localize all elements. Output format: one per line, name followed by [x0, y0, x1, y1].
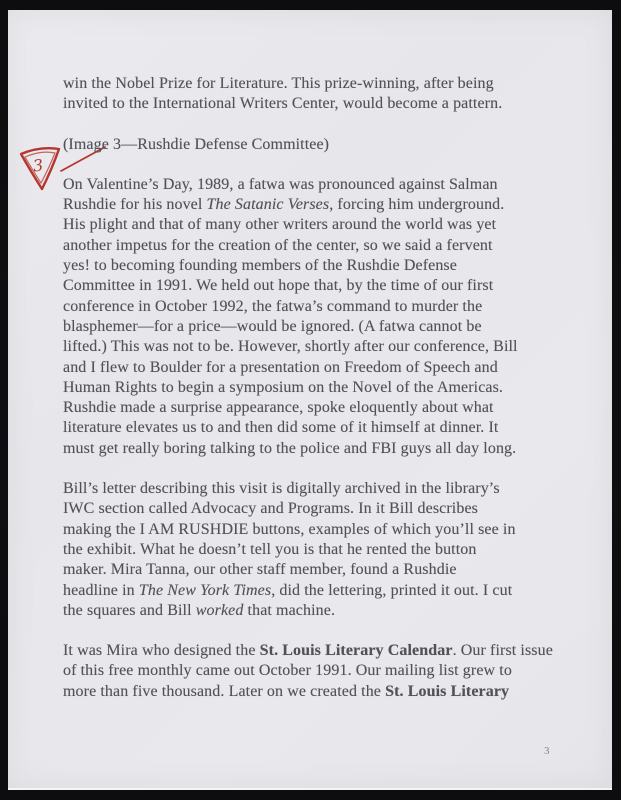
text-line: literature elevates us to and then did some of it himself at dinner. It [63, 419, 499, 437]
text-line: conference in October 1992, the fatwa’s command to murder the [63, 297, 483, 315]
text-line: the squares and Bill worked that machine. [63, 601, 336, 619]
text-line: (Image 3—Rushdie Defense Committee) [63, 135, 330, 153]
text-line: On Valentine’s Day, 1989, a fatwa was pronounced against Salman [63, 175, 498, 193]
text-line: win the Nobel Prize for Literature. This prize-winning, after being [63, 75, 494, 92]
text-line: It was Mira who designed the St. Louis Literary Calendar. Our first issue [63, 642, 553, 660]
text-line: more than five thousand. Later on we created the St. Louis Literary [63, 682, 510, 700]
text-line: the exhibit. What he doesn’t tell you is that he rented the button [63, 540, 477, 558]
document-text [63, 74, 568, 722]
text-line: His plight and that of many other writers around the world was yet [63, 216, 497, 234]
text-line: blasphemer—for a price—would be ignored. (A fatwa cannot be [63, 317, 482, 335]
text-line: invited to the International Writers Center, would become a pattern. [63, 95, 503, 113]
scanned-page [8, 10, 612, 790]
image-caption [63, 135, 568, 155]
paragraph-fatwa [63, 175, 568, 459]
text-line: yes! to becoming founding members of the Rushdie Defense [63, 257, 457, 275]
text-line: and I flew to Boulder for a presentation on Freedom of Speech and [63, 358, 498, 376]
page-number: 3 [544, 745, 550, 757]
text-line: lifted.) This was not to be. However, shortly after our conference, Bill [63, 338, 518, 356]
text-line: Human Rights to begin a symposium on the Novel of the Americas. [63, 378, 504, 396]
text-line: Bill’s letter describing this visit is digitally archived in the library’s [63, 480, 500, 498]
paragraph-bills-letter [63, 479, 568, 621]
annotation-label: 3 [31, 155, 45, 176]
text-line: Committee in 1991. We held out hope that, by the time of our first [63, 277, 494, 295]
text-line: Rushdie for his novel The Satanic Verses, forcing him underground. [63, 196, 505, 214]
paragraph-calendar [63, 641, 568, 702]
text-line: must get really boring talking to the police and FBI guys all day long. [63, 439, 517, 457]
paragraph-intro [63, 74, 568, 115]
text-line: IWC section called Advocacy and Programs. In it Bill describes [63, 500, 478, 518]
text-line: Rushdie made a surprise appearance, spoke eloquently about what [63, 399, 494, 417]
text-line: headline in The New York Times, did the lettering, printed it out. I cut [63, 581, 513, 599]
text-line: maker. Mira Tanna, our other staff member, found a Rushdie [63, 561, 457, 579]
text-line: another impetus for the creation of the center, so we said a fervent [63, 236, 493, 254]
text-line: of this free monthly came out October 1991. Our mailing list grew to [63, 662, 512, 680]
text-line: making the I AM RUSHDIE buttons, examples of which you’ll see in [63, 520, 516, 538]
